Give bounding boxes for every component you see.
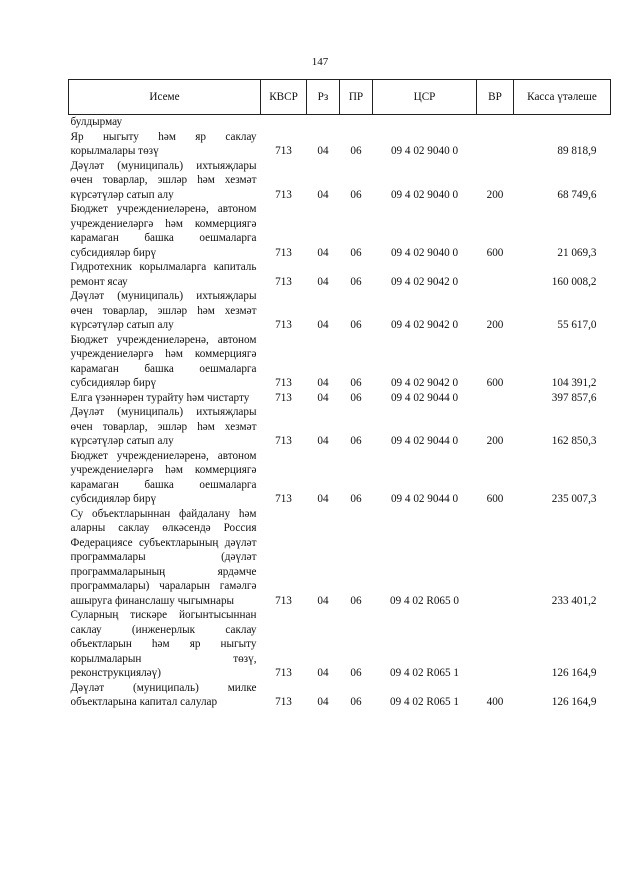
row-pr <box>340 115 373 130</box>
row-sum: 89 818,9 <box>557 145 597 157</box>
header-sum: Касса үтәлеше <box>514 80 611 115</box>
row-name: Бюджет учреждениеләренә, автоном учреждениеләргә һәм коммерциягә карамаган башка оешмаларга субсидияләр бирү <box>70 449 257 505</box>
row-sum: 233 401,2 <box>551 594 597 607</box>
row-csr <box>373 115 477 130</box>
row-name: Суларның тискәре йогынтысыннан саклау (инженерлык саклау объектларын һәм яр ныгыту корылмаларын төзү, реконструкцияләү) <box>70 609 257 679</box>
row-sum: 235 007,3 <box>551 493 597 505</box>
row-name: Елга үзәннәрен турайту һәм чистарту <box>70 391 250 404</box>
row-vr: 200 <box>486 188 504 201</box>
row-sum <box>514 115 611 130</box>
row-kvsr <box>261 115 307 130</box>
row-csr: 09 4 02 9040 0 <box>390 145 459 157</box>
row-csr: 09 4 02 9044 0 <box>390 391 459 404</box>
row-name: Гидротехник корылмаларга капиталь ремонт ясау <box>70 261 257 288</box>
table-row <box>69 608 611 681</box>
row-kvsr: 713 <box>275 391 292 404</box>
row-csr: 09 4 02 9042 0 <box>390 319 459 331</box>
row-csr: 09 4 02 9040 0 <box>390 246 459 259</box>
table-row <box>69 159 611 203</box>
row-sum: 104 391,2 <box>551 377 597 389</box>
row-name: Яр ныгыту һәм яр саклау корылмалары төзү <box>70 130 257 157</box>
row-name: Дәүләт (муниципаль) милке объектларына капитал салулар <box>70 681 257 708</box>
row-csr: 09 4 02 9042 0 <box>390 275 459 288</box>
row-name: Дәүләт (муниципаль) ихтыяҗлары өчен товарлар, эшләр һәм хезмәт күрсәтүләр сатып алу <box>70 159 257 201</box>
header-pr: ПР <box>340 80 373 115</box>
row-kvsr: 713 <box>275 275 292 288</box>
row-rz: 04 <box>317 493 329 505</box>
row-pr: 06 <box>350 319 362 331</box>
row-rz: 04 <box>317 696 329 708</box>
table-row <box>69 115 611 130</box>
row-rz: 04 <box>317 667 329 679</box>
table-row <box>69 405 611 449</box>
row-rz: 04 <box>317 275 329 288</box>
row-kvsr: 713 <box>275 594 292 607</box>
row-csr: 09 4 02 R065 1 <box>390 696 459 708</box>
row-vr <box>477 507 514 609</box>
table-row <box>69 681 611 710</box>
row-sum: 21 069,3 <box>557 246 597 259</box>
row-pr: 06 <box>350 435 362 447</box>
row-csr: 09 4 02 9040 0 <box>390 188 459 201</box>
table-row <box>69 289 611 333</box>
row-csr: 09 4 02 9042 0 <box>390 377 459 389</box>
row-vr: 600 <box>486 246 504 259</box>
table-row <box>69 333 611 391</box>
row-pr: 06 <box>350 667 362 679</box>
row-kvsr: 713 <box>275 246 292 259</box>
row-rz: 04 <box>317 435 329 447</box>
row-vr <box>477 130 514 159</box>
row-vr: 400 <box>486 696 504 708</box>
row-csr: 09 4 02 R065 1 <box>390 667 459 679</box>
row-rz: 04 <box>317 246 329 259</box>
row-rz: 04 <box>317 319 329 331</box>
row-name: Су объектларыннан файдалану һәм аларны саклау өлкәсендә Россия Федерациясе субъектларының дәүләт программалары (дәүләт программаларының ярдәмче программалары) чараларын гамәлгә ашыруга финанслашу чыгымнары <box>70 507 257 607</box>
row-csr: 09 4 02 R065 0 <box>390 594 459 607</box>
row-pr: 06 <box>350 188 362 201</box>
row-pr: 06 <box>350 377 362 389</box>
header-csr: ЦСР <box>373 80 477 115</box>
row-pr: 06 <box>350 246 362 259</box>
row-rz: 04 <box>317 377 329 389</box>
row-rz: 04 <box>317 188 329 201</box>
row-kvsr: 713 <box>275 188 292 201</box>
row-vr <box>477 260 514 289</box>
row-vr: 200 <box>486 319 504 331</box>
row-csr: 09 4 02 9044 0 <box>390 493 459 505</box>
table-row <box>69 391 611 406</box>
header-vr: ВР <box>477 80 514 115</box>
row-pr: 06 <box>350 391 362 404</box>
row-name: Бюджет учреждениеләренә, автоном учреждениеләргә һәм коммерциягә карамаган башка оешмаларга субсидияләр бирү <box>70 333 257 389</box>
row-sum: 397 857,6 <box>551 391 597 404</box>
row-name: Дәүләт (муниципаль) ихтыяҗлары өчен товарлар, эшләр һәм хезмәт күрсәтүләр сатып алу <box>70 290 257 331</box>
row-pr: 06 <box>350 696 362 708</box>
budget-table <box>68 79 611 710</box>
row-kvsr: 713 <box>275 493 292 505</box>
row-kvsr: 713 <box>275 145 292 157</box>
row-kvsr: 713 <box>275 319 292 331</box>
row-csr: 09 4 02 9044 0 <box>390 435 459 447</box>
table-row <box>69 202 611 260</box>
row-kvsr: 713 <box>275 377 292 389</box>
row-kvsr: 713 <box>275 435 292 447</box>
page-number: 147 <box>311 56 329 68</box>
row-sum: 55 617,0 <box>557 319 597 331</box>
row-sum: 160 008,2 <box>551 275 597 288</box>
row-name: Бюджет учреждениеләренә, автоном учреждениеләргә һәм коммерциягә карамаган башка оешмаларга субсидияләр бирү <box>70 203 257 259</box>
row-pr: 06 <box>350 594 362 607</box>
table-header-row <box>69 80 611 115</box>
row-kvsr: 713 <box>275 696 292 708</box>
header-rz: Рз <box>307 80 340 115</box>
row-vr: 600 <box>486 493 504 505</box>
row-sum: 126 164,9 <box>551 696 597 708</box>
row-rz: 04 <box>317 391 329 404</box>
header-name: Исеме <box>69 80 261 115</box>
row-sum: 162 850,3 <box>551 435 597 447</box>
row-kvsr: 713 <box>275 667 292 679</box>
table-row <box>69 507 611 609</box>
row-name: булдырмау <box>70 116 123 128</box>
row-pr: 06 <box>350 493 362 505</box>
row-vr <box>477 115 514 130</box>
table-row <box>69 130 611 159</box>
table-row <box>69 449 611 507</box>
row-pr: 06 <box>350 275 362 288</box>
table-row <box>69 260 611 289</box>
row-vr: 200 <box>486 435 504 447</box>
row-pr: 06 <box>350 145 362 157</box>
row-sum: 68 749,6 <box>557 188 597 201</box>
row-vr: 600 <box>486 377 504 389</box>
row-vr <box>477 608 514 681</box>
row-name: Дәүләт (муниципаль) ихтыяҗлары өчен товарлар, эшләр һәм хезмәт күрсәтүләр сатып алу <box>70 406 257 447</box>
row-rz <box>307 115 340 130</box>
row-rz: 04 <box>317 145 329 157</box>
row-sum: 126 164,9 <box>551 667 597 679</box>
row-vr <box>477 391 514 406</box>
header-kvsr: КВСР <box>261 80 307 115</box>
row-rz: 04 <box>317 594 329 607</box>
